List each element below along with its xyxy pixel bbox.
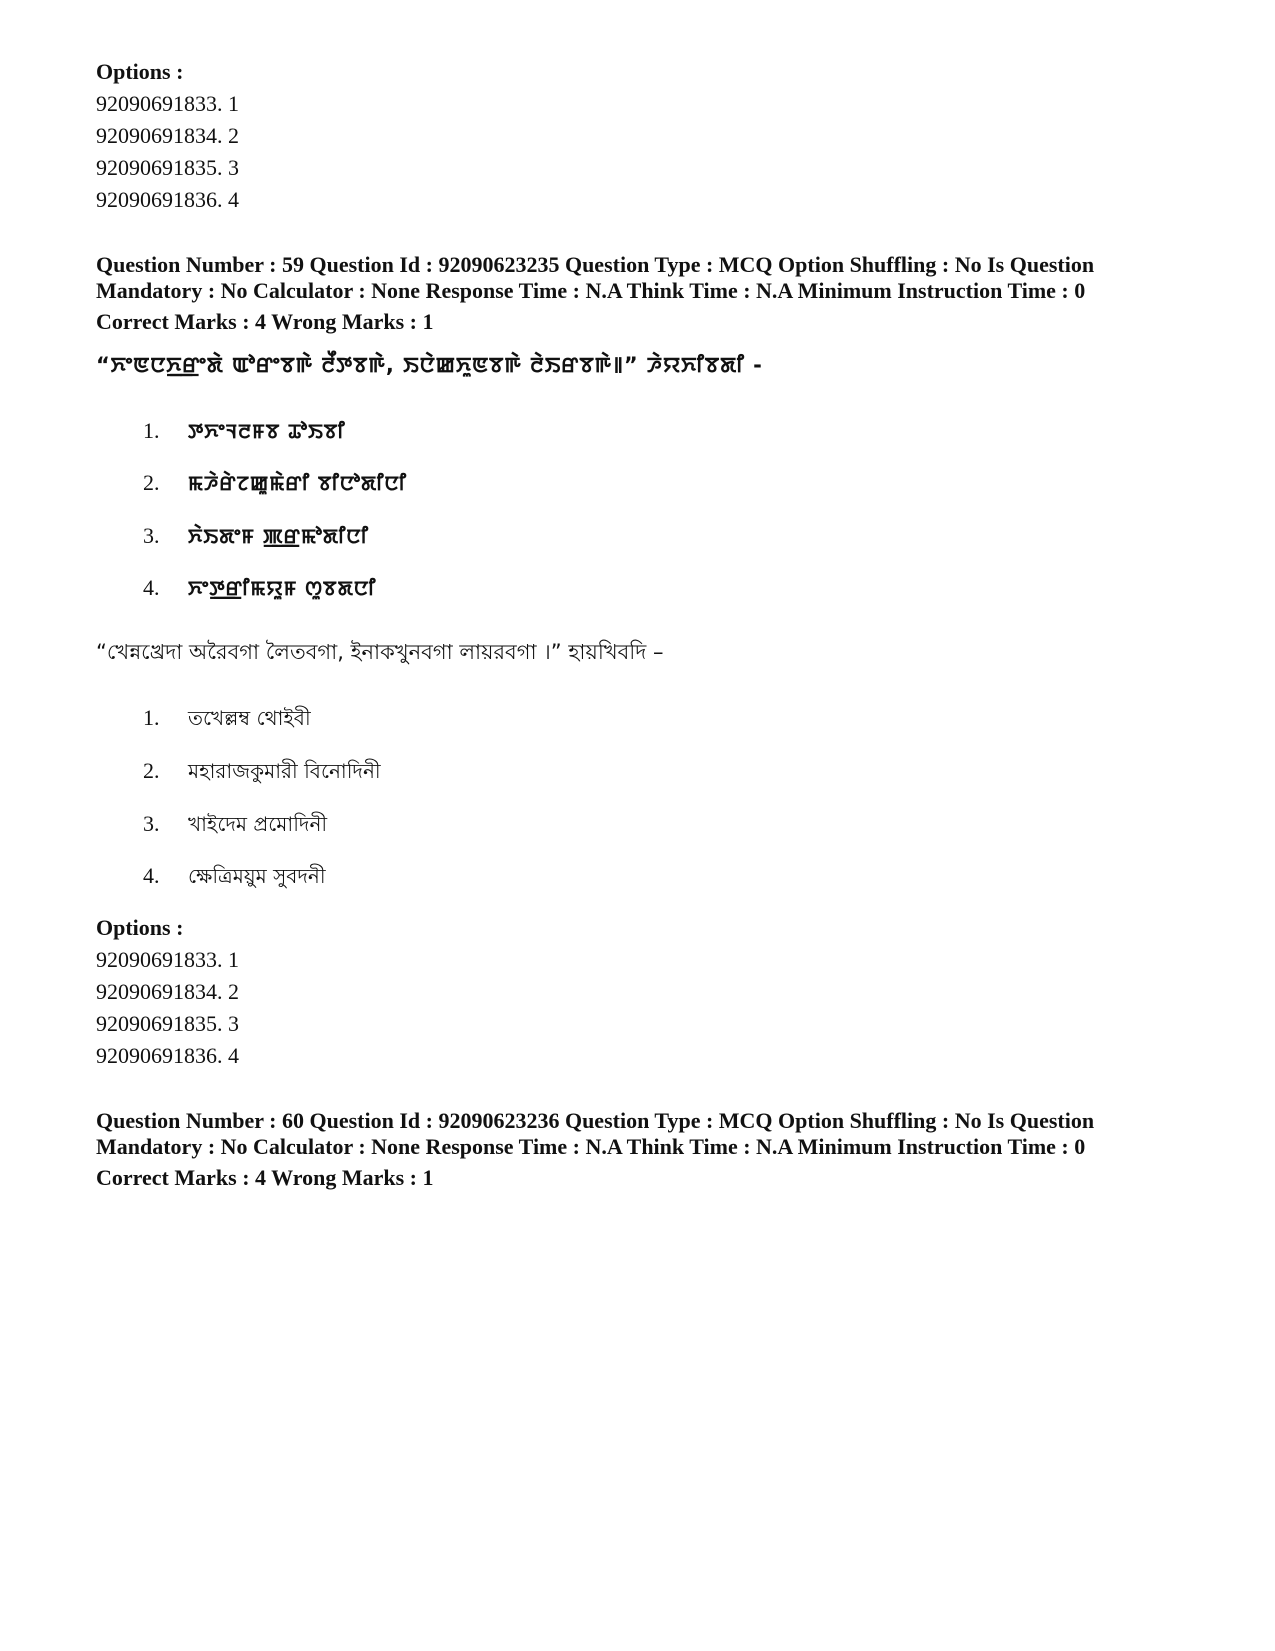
choice-item bbox=[143, 575, 376, 602]
question-meta-line: Question Number : 60 Question Id : 92090623236 Question Type : MCQ Option Shuffling : No Is Question bbox=[96, 1108, 1095, 1133]
question-meta-line: Mandatory : No Calculator : None Response Time : N.A Think Time : N.A Minimum Instruction Time : 0 bbox=[96, 1134, 1086, 1159]
top-options-block bbox=[96, 56, 1186, 216]
choice-number: 2. bbox=[143, 470, 160, 495]
choice-text: ꯈꯦꯇ꯭ꯔꯤꯃꯌꯨꯝ ꯁꯨꯕꯗꯅꯤ bbox=[188, 576, 377, 600]
choice-number: 2. bbox=[143, 758, 160, 783]
option-item: 92090691834. 2 bbox=[96, 979, 239, 1004]
question-59-header bbox=[96, 252, 1186, 335]
options-heading: Options : bbox=[96, 915, 184, 940]
options-heading: Options : bbox=[96, 59, 184, 84]
choice-item bbox=[143, 810, 327, 843]
option-item: 92090691836. 4 bbox=[96, 187, 239, 212]
choice-text: ꯇꯈꯦꯜꯂꯝꯕ ꯊꯣꯏꯕꯤ bbox=[188, 419, 346, 443]
choice-item bbox=[143, 862, 326, 895]
choice-item bbox=[143, 418, 346, 445]
option-item: 92090691836. 4 bbox=[96, 1043, 239, 1068]
choice-number: 3. bbox=[143, 811, 160, 836]
choice-text: খাইদেম প্রমোদিনী bbox=[188, 812, 328, 836]
choice-text: ক্ষেত্রিময়ুম সুবদনী bbox=[188, 864, 326, 888]
option-item: 92090691833. 1 bbox=[96, 947, 239, 972]
question-60-header bbox=[96, 1108, 1186, 1191]
choice-number: 1. bbox=[143, 705, 160, 730]
choice-item bbox=[143, 704, 311, 737]
choice-number: 1. bbox=[143, 418, 160, 443]
choice-item bbox=[143, 470, 407, 497]
question-59-options-block bbox=[96, 912, 1186, 1072]
question-meta-line: Question Number : 59 Question Id : 92090623235 Question Type : MCQ Option Shuffling : No Is Question bbox=[96, 252, 1095, 277]
choice-number: 4. bbox=[143, 863, 160, 888]
choice-number: 4. bbox=[143, 575, 160, 600]
choice-text: মহারাজকুমারী বিনোদিনী bbox=[188, 759, 381, 783]
question-prompt-bengali: “খেন্নখ্রেদা অরৈবগা লৈতবগা, ইনাকখুনবগা লায়রবগা ।” হায়খিবদি – bbox=[96, 640, 664, 664]
choice-text: ꯈꯥꯏꯗꯦꯝ ꯄ꯭ꯔꯃꯣꯗꯤꯅꯤ bbox=[188, 524, 369, 548]
choice-item bbox=[143, 523, 369, 550]
choice-number: 3. bbox=[143, 523, 160, 548]
option-item: 92090691835. 3 bbox=[96, 155, 239, 180]
question-marks: Correct Marks : 4 Wrong Marks : 1 bbox=[96, 309, 434, 334]
question-prompt-meitei: “ꯈꯦꯟꯅꯈ꯭ꯔꯦꯗꯥ ꯑꯣꯔꯦꯕꯒꯥ ꯂꯩꯇꯕꯒꯥ, ꯏꯅꯥꯀꯈꯨꯟꯕꯒꯥ ꯂꯥꯏꯔꯕꯒꯥ꯫” ꯍꯥꯌꯈꯤꯕꯗꯤ - bbox=[96, 353, 763, 377]
question-meta-line: Mandatory : No Calculator : None Response Time : N.A Think Time : N.A Minimum Instruction Time : 0 bbox=[96, 278, 1086, 303]
option-item: 92090691833. 1 bbox=[96, 91, 239, 116]
choice-text: তখেল্লম্ব থোইবী bbox=[188, 706, 311, 730]
choice-text: ꯃꯍꯥꯔꯥꯖꯀꯨꯃꯥꯔꯤ ꯕꯤꯅꯣꯗꯤꯅꯤ bbox=[188, 471, 408, 495]
question-marks: Correct Marks : 4 Wrong Marks : 1 bbox=[96, 1165, 434, 1190]
choice-item bbox=[143, 757, 381, 790]
option-item: 92090691834. 2 bbox=[96, 123, 239, 148]
option-item: 92090691835. 3 bbox=[96, 1011, 239, 1036]
